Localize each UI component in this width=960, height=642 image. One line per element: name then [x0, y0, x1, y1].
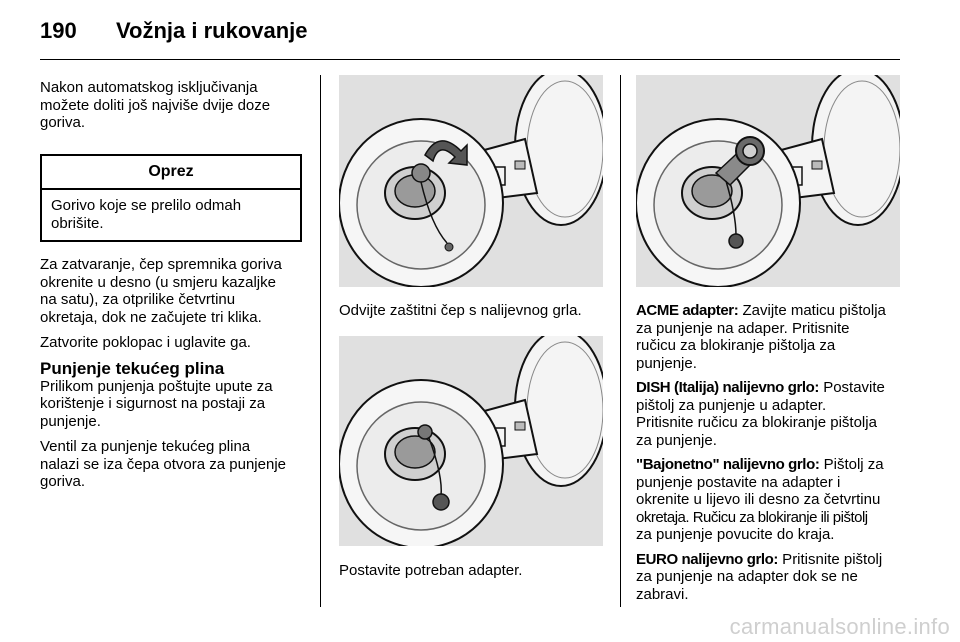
section-heading-lpg: Punjenje tekućeg plina: [40, 358, 225, 378]
closing-paragraph: Za zatvaranje, čep spremnika goriva okrenite u desno (u smjeru kazaljke na satu), za otprilike četvrtinu okretaja, dok ne začujete tri klika.: [40, 256, 282, 326]
column-1: [40, 79, 302, 499]
illustration-adapter-fitted: [636, 75, 900, 287]
column-divider-2: [620, 75, 621, 607]
page-header: [40, 16, 900, 52]
bayonet-adapter-paragraph: "Bajonetno" nalijevno grlo: Pištolj za punjenje postavite na adapter i okrenite u lijevo ili desno za četvrtinu okretaja. Ručicu za blokiranje ili pištolj za punjenje povucite do kraja.: [636, 456, 884, 543]
valve-paragraph: Ventil za punjenje tekućeg plina nalazi se iza čepa otvora za punjenje goriva.: [40, 438, 286, 490]
caution-text: Gorivo koje se prelilo odmah obrišite.: [51, 197, 242, 232]
illustration-fit-adapter: [339, 336, 603, 546]
column-divider-1: [320, 75, 321, 607]
column-2: [339, 75, 603, 579]
header-rule: [40, 59, 900, 60]
acme-adapter-paragraph: ACME adapter: Zavijte maticu pištolja za punjenje na adaper. Pritisnite ručicu za blokiranje pištolja za punjenje.: [636, 302, 886, 372]
illustration-remove-cap: [339, 75, 603, 287]
dish-adapter-paragraph: DISH (Italija) nalijevno grlo: Postavite pištolj za punjenje u adapter. Pritisnite ručicu za blokiranje pištolja za punjenje.: [636, 379, 885, 449]
caption-fit-adapter: Postavite potreban adapter.: [339, 561, 523, 579]
watermark: carmanualsonline.info: [729, 614, 950, 639]
lpg-paragraph: Prilikom punjenja poštujte upute za korištenje i sigurnost na postaji za punjenje.: [40, 377, 273, 430]
caution-box: [40, 154, 302, 243]
running-title: Vožnja i rukovanje: [116, 18, 308, 43]
close-flap-paragraph: Zatvorite poklopac i uglavite ga.: [40, 334, 251, 351]
page-number: 190: [40, 18, 77, 43]
caption-remove-cap: Odvijte zaštitni čep s nalijevnog grla.: [339, 302, 582, 319]
column-3: [636, 75, 902, 610]
euro-adapter-paragraph: EURO nalijevno grlo: Pritisnite pištolj za punjenje na adapter dok se ne zabravi.: [636, 550, 883, 603]
caution-title: Oprez: [42, 156, 300, 191]
intro-paragraph: Nakon automatskog isključivanja možete doliti još najviše dvije doze goriva.: [40, 79, 271, 131]
